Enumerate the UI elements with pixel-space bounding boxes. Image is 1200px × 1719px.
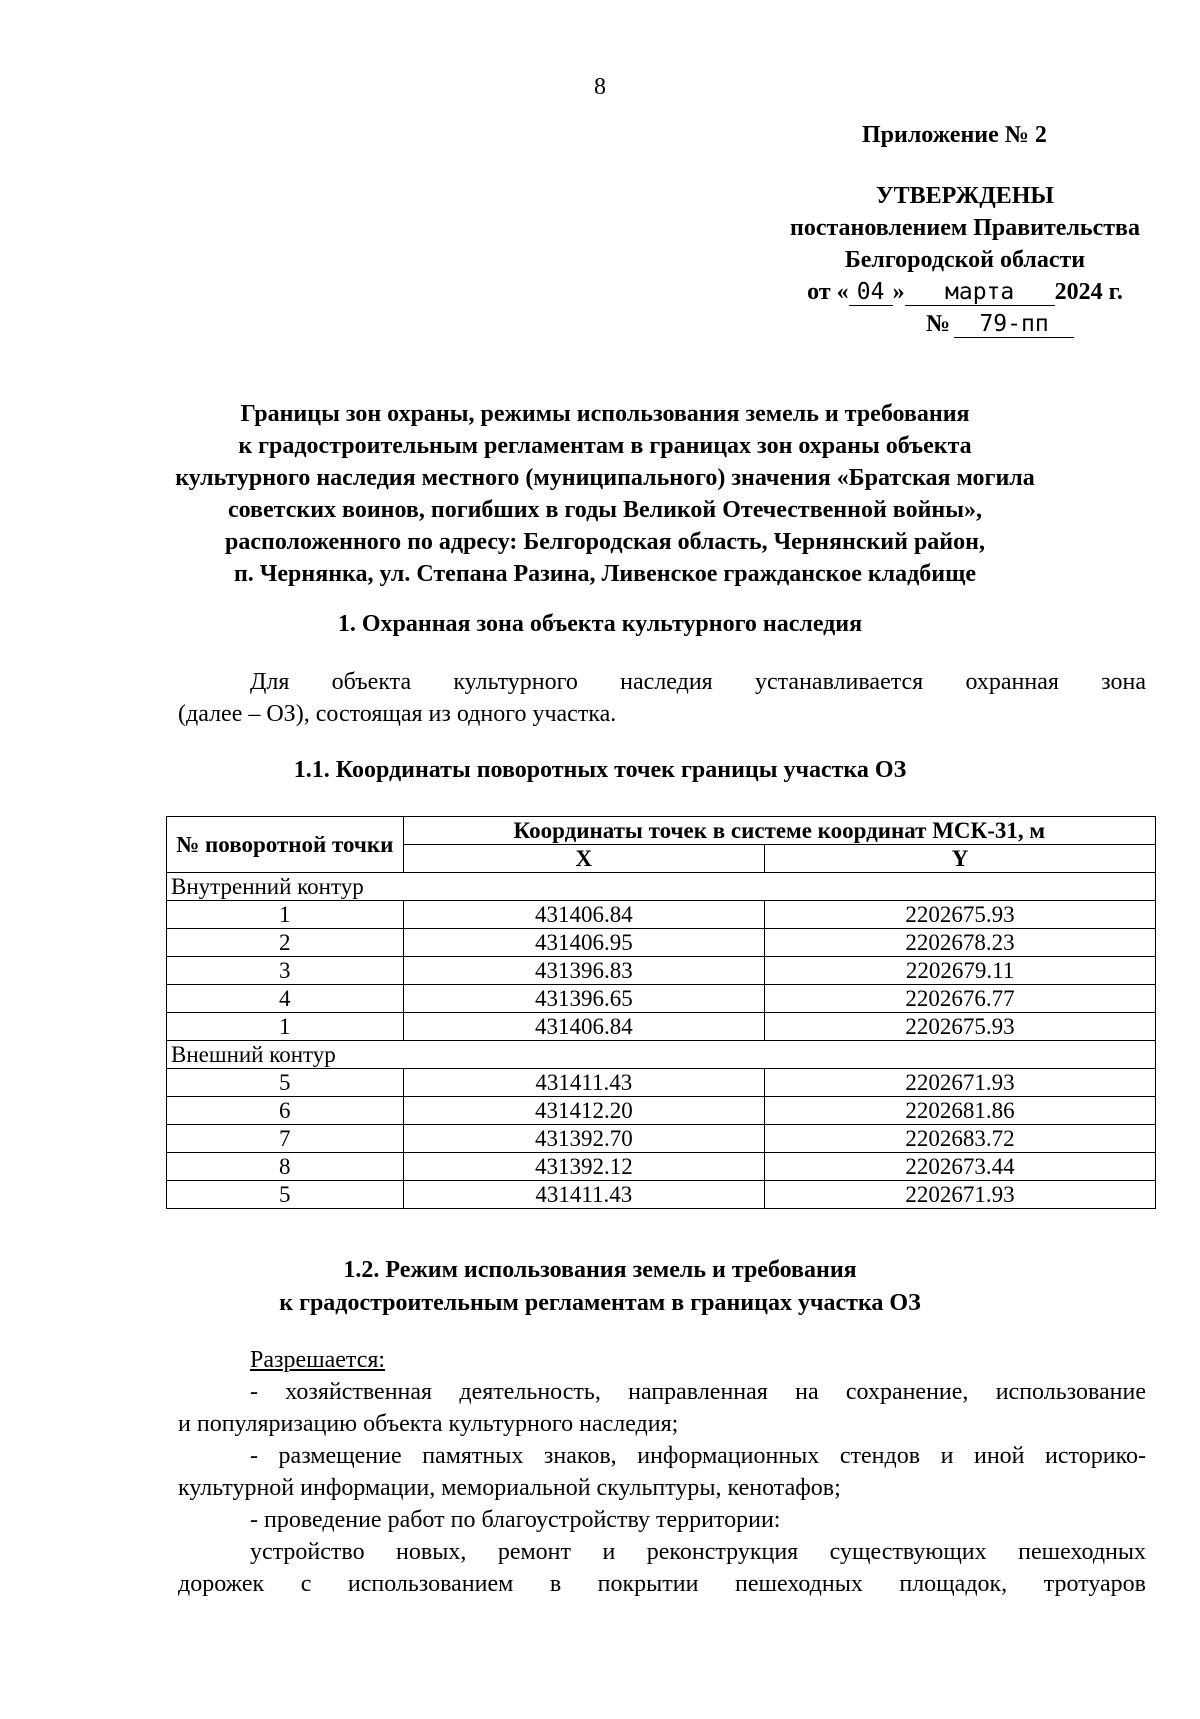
table-row (167, 1013, 1156, 1041)
date-month: марта (905, 279, 1055, 306)
x-value: 431406.84 (403, 1013, 764, 1041)
coordinates-table (166, 816, 1156, 1209)
x-value: 431406.84 (403, 901, 764, 929)
section-1-1-heading: 1.1. Координаты поворотных точек границы участка ОЗ (293, 757, 907, 783)
x-value: 431396.83 (403, 957, 764, 985)
point-number: 1 (167, 1013, 404, 1041)
title-line: к градостроительным регламентам в границах зон охраны объекта (238, 433, 972, 459)
list-item: дорожек с использованием в покрытии пешеходных площадок, тротуаров (178, 1571, 1146, 1597)
table-row (167, 1125, 1156, 1153)
paragraph-line: Для объекта культурного наследия устанавливается охранная зона (250, 669, 1146, 695)
paragraph-line: (далее – ОЗ), состоящая из одного участка. (178, 701, 617, 727)
approval-line-1: постановлением Правительства (789, 215, 1140, 241)
table-row (167, 1069, 1156, 1097)
title-line: Границы зон охраны, режимы использования земель и требования (240, 401, 970, 427)
point-number: 1 (167, 901, 404, 929)
section-1-2-body (178, 1344, 1146, 1600)
appendix-label: Приложение № 2 (862, 122, 1047, 148)
list-item: - размещение памятных знаков, информационных стендов и иной историко- (250, 1443, 1146, 1469)
date-close: » (892, 279, 905, 305)
approval-block (740, 180, 1190, 340)
y-value: 2202671.93 (765, 1069, 1156, 1097)
point-number: 2 (167, 929, 404, 957)
x-value: 431396.65 (403, 985, 764, 1013)
x-value: 431411.43 (403, 1069, 764, 1097)
table-row (167, 929, 1156, 957)
table-row (167, 985, 1156, 1013)
y-value: 2202673.44 (765, 1153, 1156, 1181)
section-row: Внутренний контур (167, 873, 1156, 901)
date-prefix: от « (807, 279, 849, 305)
section-1-paragraph (178, 666, 1146, 730)
date-day: 04 (849, 279, 893, 306)
title-line: расположенного по адресу: Белгородская область, Чернянский район, (225, 529, 985, 555)
y-value: 2202678.23 (765, 929, 1156, 957)
list-item: устройство новых, ремонт и реконструкция существующих пешеходных (250, 1539, 1146, 1565)
y-value: 2202671.93 (765, 1181, 1156, 1209)
table-row (167, 1181, 1156, 1209)
x-value: 431412.20 (403, 1097, 764, 1125)
title-line: п. Чернянка, ул. Степана Разина, Ливенское гражданское кладбище (233, 561, 977, 587)
table-row (167, 957, 1156, 985)
point-number: 8 (167, 1153, 404, 1181)
point-number: 3 (167, 957, 404, 985)
y-value: 2202675.93 (765, 1013, 1156, 1041)
table-row (167, 1097, 1156, 1125)
y-value: 2202683.72 (765, 1125, 1156, 1153)
title-line: советских воинов, погибших в годы Великой Отечественной войны», (228, 497, 982, 523)
date-year: 2024 г. (1054, 279, 1123, 305)
number-prefix: № (925, 311, 951, 337)
list-item: - хозяйственная деятельность, направленная на сохранение, использование (250, 1379, 1146, 1405)
section-1-2-heading (160, 1254, 1040, 1320)
approval-number (740, 308, 1190, 340)
approval-line-2: Белгородской области (844, 247, 1086, 273)
allowed-label: Разрешается: (250, 1347, 386, 1373)
col-y-header: Y (765, 845, 1156, 873)
heading-line: к градостроительным регламентам в границах участка ОЗ (279, 1290, 921, 1316)
point-number: 7 (167, 1125, 404, 1153)
x-value: 431411.43 (403, 1181, 764, 1209)
point-number: 5 (167, 1069, 404, 1097)
list-item: культурной информации, мемориальной скульптуры, кенотафов; (178, 1475, 841, 1501)
y-value: 2202681.86 (765, 1097, 1156, 1125)
heading-line: 1.2. Режим использования земель и требования (343, 1257, 857, 1283)
x-value: 431406.95 (403, 929, 764, 957)
approval-date (740, 276, 1190, 308)
point-number: 6 (167, 1097, 404, 1125)
y-value: 2202679.11 (765, 957, 1156, 985)
page-number: 8 (594, 74, 606, 100)
list-item: - проведение работ по благоустройству территории: (250, 1507, 781, 1533)
point-number: 4 (167, 985, 404, 1013)
y-value: 2202676.77 (765, 985, 1156, 1013)
table-row (167, 1153, 1156, 1181)
section-row: Внешний контур (167, 1041, 1156, 1069)
col-coords-header: Координаты точек в системе координат МСК-31, м (403, 817, 1155, 845)
number-value: 79-пп (954, 311, 1074, 338)
col-x-header: X (403, 845, 764, 873)
col-point-header: № поворотной точки (167, 817, 404, 873)
approval-heading: УТВЕРЖДЕНЫ (876, 183, 1054, 209)
table-row (167, 901, 1156, 929)
document-title (150, 398, 1060, 590)
x-value: 431392.70 (403, 1125, 764, 1153)
point-number: 5 (167, 1181, 404, 1209)
y-value: 2202675.93 (765, 901, 1156, 929)
section-1-heading: 1. Охранная зона объекта культурного наследия (337, 611, 863, 637)
title-line: культурного наследия местного (муниципального) значения «Братская могила (175, 465, 1035, 491)
list-item: и популяризацию объекта культурного наследия; (178, 1411, 679, 1437)
x-value: 431392.12 (403, 1153, 764, 1181)
